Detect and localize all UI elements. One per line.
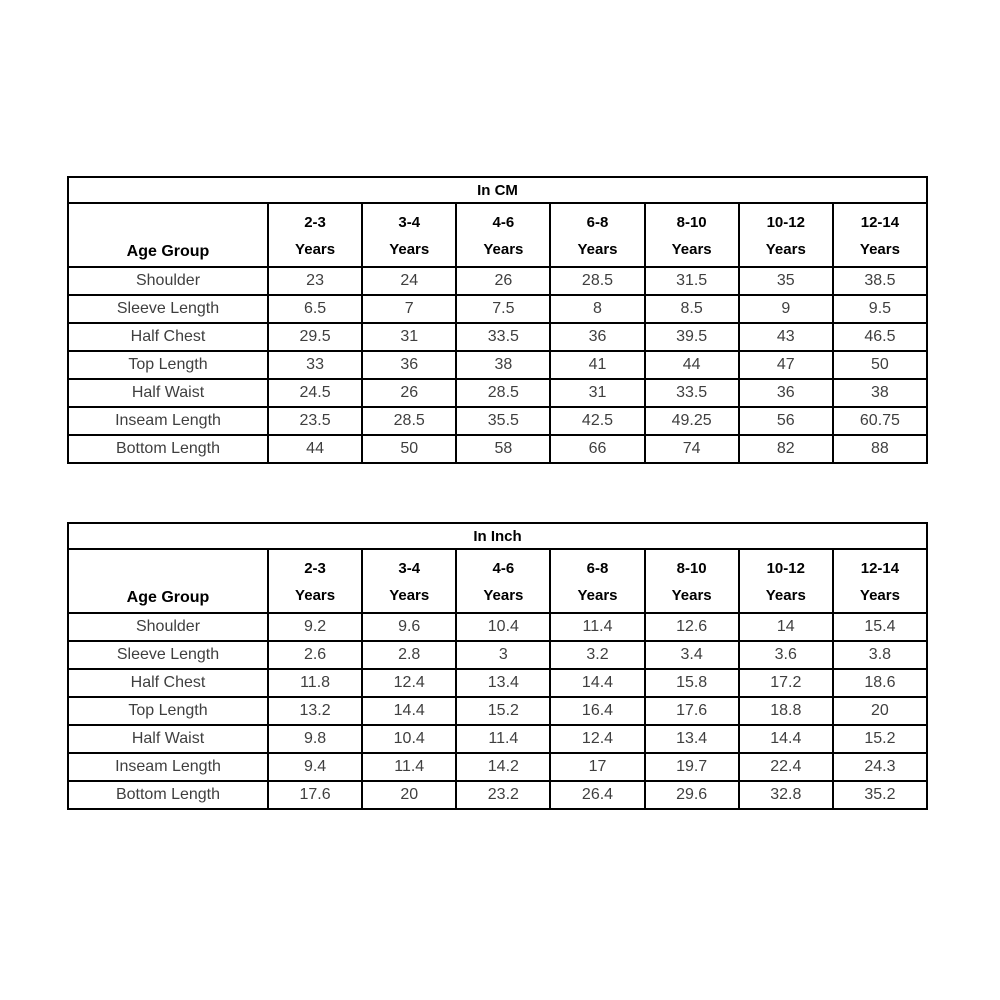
measurement-label: Sleeve Length xyxy=(68,641,268,669)
measurement-value: 18.8 xyxy=(739,697,833,725)
age-range-label: 3-4 xyxy=(398,214,421,231)
age-column-header-12-14 xyxy=(833,203,927,267)
column-header-row xyxy=(68,203,927,267)
measurement-row xyxy=(68,435,927,463)
years-label: Years xyxy=(389,241,430,258)
measurement-value: 35.5 xyxy=(456,407,550,435)
age-column-header-8-10 xyxy=(645,549,739,613)
table-title-cm: In CM xyxy=(68,177,927,203)
measurement-row xyxy=(68,407,927,435)
measurement-row xyxy=(68,641,927,669)
measurement-label: Bottom Length xyxy=(68,435,268,463)
measurement-value: 3 xyxy=(456,641,550,669)
years-label: Years xyxy=(859,587,900,604)
measurement-row xyxy=(68,267,927,295)
measurement-value: 24.5 xyxy=(268,379,362,407)
measurement-row xyxy=(68,613,927,641)
measurement-value: 3.4 xyxy=(645,641,739,669)
measurement-value: 44 xyxy=(645,351,739,379)
measurement-value: 28.5 xyxy=(456,379,550,407)
measurement-value: 8.5 xyxy=(645,295,739,323)
table-title-row xyxy=(68,523,927,549)
age-group-header: Age Group xyxy=(68,203,268,267)
measurement-value: 14.4 xyxy=(362,697,456,725)
column-header-row xyxy=(68,549,927,613)
measurement-value: 24 xyxy=(362,267,456,295)
age-range-label: 8-10 xyxy=(676,214,707,231)
measurement-value: 12.6 xyxy=(645,613,739,641)
age-column-header-3-4 xyxy=(362,549,456,613)
age-range-label: 6-8 xyxy=(586,560,609,577)
measurement-value: 3.8 xyxy=(833,641,927,669)
measurement-value: 15.2 xyxy=(456,697,550,725)
age-group-header: Age Group xyxy=(68,549,268,613)
measurement-label: Bottom Length xyxy=(68,781,268,809)
measurement-value: 42.5 xyxy=(550,407,644,435)
measurement-value: 26.4 xyxy=(550,781,644,809)
measurement-value: 9.5 xyxy=(833,295,927,323)
measurement-value: 20 xyxy=(362,781,456,809)
measurement-value: 47 xyxy=(739,351,833,379)
age-range-label: 4-6 xyxy=(492,560,515,577)
measurement-row xyxy=(68,753,927,781)
measurement-value: 24.3 xyxy=(833,753,927,781)
measurement-value: 14 xyxy=(739,613,833,641)
measurement-value: 14.4 xyxy=(550,669,644,697)
age-column-header-3-4 xyxy=(362,203,456,267)
measurement-value: 6.5 xyxy=(268,295,362,323)
measurement-value: 20 xyxy=(833,697,927,725)
measurement-value: 14.2 xyxy=(456,753,550,781)
age-range-label: 10-12 xyxy=(766,214,805,231)
measurement-value: 38.5 xyxy=(833,267,927,295)
measurement-value: 15.2 xyxy=(833,725,927,753)
age-column-header-2-3 xyxy=(268,549,362,613)
years-label: Years xyxy=(483,241,524,258)
years-label: Years xyxy=(295,587,336,604)
age-column-header-6-8 xyxy=(550,549,644,613)
measurement-value: 12.4 xyxy=(362,669,456,697)
age-range-label: 8-10 xyxy=(676,560,707,577)
measurement-value: 13.4 xyxy=(456,669,550,697)
size-table-inch xyxy=(67,522,928,810)
years-label: Years xyxy=(577,241,618,258)
measurement-value: 29.5 xyxy=(268,323,362,351)
measurement-value: 16.4 xyxy=(550,697,644,725)
measurement-value: 26 xyxy=(362,379,456,407)
measurement-value: 35 xyxy=(739,267,833,295)
measurement-value: 11.4 xyxy=(550,613,644,641)
measurement-value: 43 xyxy=(739,323,833,351)
measurement-row xyxy=(68,295,927,323)
age-column-header-10-12 xyxy=(739,549,833,613)
measurement-value: 13.4 xyxy=(645,725,739,753)
measurement-row xyxy=(68,351,927,379)
measurement-value: 38 xyxy=(456,351,550,379)
measurement-value: 28.5 xyxy=(362,407,456,435)
measurement-value: 36 xyxy=(739,379,833,407)
measurement-value: 33 xyxy=(268,351,362,379)
size-table-cm xyxy=(67,176,928,464)
measurement-label: Half Waist xyxy=(68,379,268,407)
measurement-value: 58 xyxy=(456,435,550,463)
years-label: Years xyxy=(859,241,900,258)
age-range-label: 6-8 xyxy=(586,214,609,231)
years-label: Years xyxy=(389,587,430,604)
measurement-row xyxy=(68,781,927,809)
measurement-value: 33.5 xyxy=(456,323,550,351)
measurement-value: 35.2 xyxy=(833,781,927,809)
age-column-header-4-6 xyxy=(456,549,550,613)
measurement-value: 17.2 xyxy=(739,669,833,697)
age-range-label: 4-6 xyxy=(492,214,515,231)
measurement-label: Inseam Length xyxy=(68,407,268,435)
age-column-header-2-3 xyxy=(268,203,362,267)
measurement-value: 17 xyxy=(550,753,644,781)
measurement-value: 31 xyxy=(362,323,456,351)
measurement-value: 12.4 xyxy=(550,725,644,753)
measurement-value: 31 xyxy=(550,379,644,407)
measurement-value: 7.5 xyxy=(456,295,550,323)
age-column-header-10-12 xyxy=(739,203,833,267)
measurement-value: 50 xyxy=(833,351,927,379)
years-label: Years xyxy=(671,241,712,258)
measurement-value: 31.5 xyxy=(645,267,739,295)
age-column-header-8-10 xyxy=(645,203,739,267)
measurement-value: 17.6 xyxy=(268,781,362,809)
years-label: Years xyxy=(765,241,806,258)
measurement-value: 46.5 xyxy=(833,323,927,351)
size-tables-container xyxy=(67,176,928,810)
measurement-label: Half Waist xyxy=(68,725,268,753)
measurement-value: 3.6 xyxy=(739,641,833,669)
age-column-header-12-14 xyxy=(833,549,927,613)
measurement-value: 13.2 xyxy=(268,697,362,725)
measurement-value: 9.4 xyxy=(268,753,362,781)
measurement-value: 29.6 xyxy=(645,781,739,809)
measurement-label: Half Chest xyxy=(68,323,268,351)
age-range-label: 3-4 xyxy=(398,560,421,577)
measurement-label: Sleeve Length xyxy=(68,295,268,323)
age-range-label: 2-3 xyxy=(304,214,326,231)
measurement-value: 50 xyxy=(362,435,456,463)
years-label: Years xyxy=(671,587,712,604)
measurement-value: 33.5 xyxy=(645,379,739,407)
measurement-value: 60.75 xyxy=(833,407,927,435)
measurement-value: 10.4 xyxy=(362,725,456,753)
measurement-value: 11.8 xyxy=(268,669,362,697)
measurement-value: 11.4 xyxy=(362,753,456,781)
measurement-label: Inseam Length xyxy=(68,753,268,781)
age-range-label: 12-14 xyxy=(860,214,900,231)
measurement-row xyxy=(68,323,927,351)
age-range-label: 2-3 xyxy=(304,560,326,577)
measurement-value: 74 xyxy=(645,435,739,463)
measurement-value: 39.5 xyxy=(645,323,739,351)
measurement-row xyxy=(68,669,927,697)
measurement-value: 19.7 xyxy=(645,753,739,781)
measurement-value: 36 xyxy=(362,351,456,379)
years-label: Years xyxy=(765,587,806,604)
measurement-value: 32.8 xyxy=(739,781,833,809)
measurement-value: 38 xyxy=(833,379,927,407)
age-column-header-4-6 xyxy=(456,203,550,267)
measurement-value: 36 xyxy=(550,323,644,351)
years-label: Years xyxy=(577,587,618,604)
years-label: Years xyxy=(295,241,336,258)
measurement-row xyxy=(68,379,927,407)
measurement-value: 14.4 xyxy=(739,725,833,753)
measurement-value: 11.4 xyxy=(456,725,550,753)
measurement-row xyxy=(68,697,927,725)
measurement-value: 44 xyxy=(268,435,362,463)
age-column-header-6-8 xyxy=(550,203,644,267)
years-label: Years xyxy=(483,587,524,604)
measurement-value: 88 xyxy=(833,435,927,463)
measurement-row xyxy=(68,725,927,753)
measurement-value: 22.4 xyxy=(739,753,833,781)
table-title-row xyxy=(68,177,927,203)
measurement-value: 49.25 xyxy=(645,407,739,435)
measurement-label: Shoulder xyxy=(68,267,268,295)
measurement-value: 7 xyxy=(362,295,456,323)
measurement-value: 3.2 xyxy=(550,641,644,669)
measurement-value: 15.8 xyxy=(645,669,739,697)
age-range-label: 12-14 xyxy=(860,560,900,577)
measurement-label: Shoulder xyxy=(68,613,268,641)
measurement-value: 9.6 xyxy=(362,613,456,641)
measurement-value: 66 xyxy=(550,435,644,463)
measurement-value: 2.6 xyxy=(268,641,362,669)
measurement-value: 82 xyxy=(739,435,833,463)
measurement-value: 8 xyxy=(550,295,644,323)
measurement-value: 9 xyxy=(739,295,833,323)
measurement-value: 26 xyxy=(456,267,550,295)
measurement-value: 23 xyxy=(268,267,362,295)
measurement-value: 17.6 xyxy=(645,697,739,725)
table-title-inch: In Inch xyxy=(68,523,927,549)
measurement-value: 10.4 xyxy=(456,613,550,641)
measurement-label: Half Chest xyxy=(68,669,268,697)
measurement-value: 56 xyxy=(739,407,833,435)
measurement-value: 41 xyxy=(550,351,644,379)
measurement-value: 2.8 xyxy=(362,641,456,669)
measurement-value: 15.4 xyxy=(833,613,927,641)
measurement-value: 23.5 xyxy=(268,407,362,435)
age-range-label: 10-12 xyxy=(766,560,805,577)
measurement-value: 28.5 xyxy=(550,267,644,295)
measurement-value: 23.2 xyxy=(456,781,550,809)
measurement-value: 9.2 xyxy=(268,613,362,641)
measurement-label: Top Length xyxy=(68,351,268,379)
measurement-value: 18.6 xyxy=(833,669,927,697)
measurement-label: Top Length xyxy=(68,697,268,725)
measurement-value: 9.8 xyxy=(268,725,362,753)
